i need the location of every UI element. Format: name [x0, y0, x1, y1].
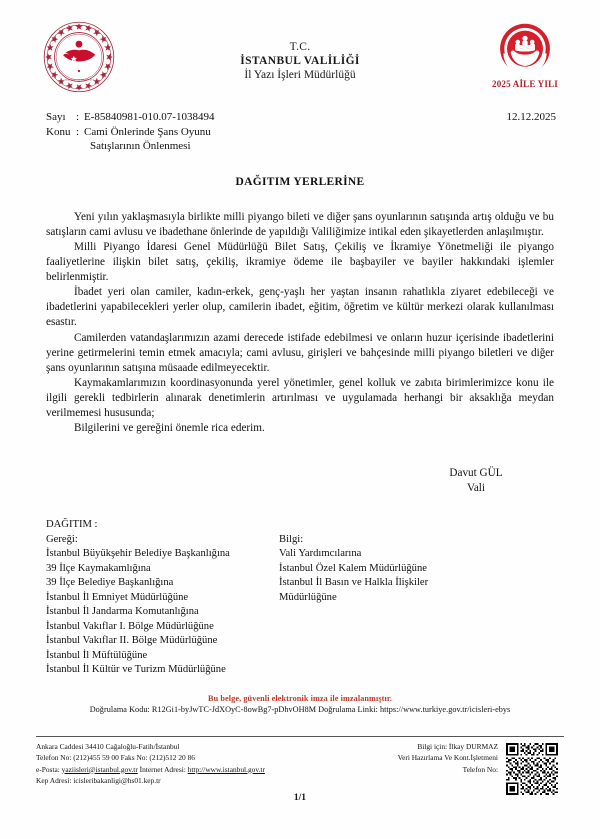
header-title-block [160, 40, 440, 82]
document-body [46, 210, 554, 436]
family-year-caption: 2025 AİLE YILI [492, 79, 558, 89]
list-item: 39 İlçe Belediye Başkanlığına [46, 577, 174, 588]
svg-text:TÜRKİYE CUMHURİYETİ: TÜRKİYE CUMHURİYETİ [64, 78, 94, 82]
list-item: İstanbul İl Jandarma Komutanlığına [46, 606, 199, 617]
geregi-heading: Gereği: [46, 533, 78, 545]
addressee-heading: DAĞITIM YERLERİNE [235, 176, 365, 188]
konu-label: Konu [46, 125, 71, 138]
list-item: İstanbul İl Kültür ve Turizm Müdürlüğüne [46, 664, 226, 675]
signer-name: Davut GÜL [449, 467, 503, 479]
footer-website-link[interactable]: http://www.istanbul.gov.tr [187, 764, 265, 774]
electronic-signature-notice [0, 694, 600, 714]
body-paragraph: İbadet yeri olan camiler, kadın-erkek, genç-yaşlı her yaştan insanın rahatlıkla ziyaret edebileceği ve ibadetlerini yapabilecekleri yerler olup, camilerin ibadet, eğitim, öğretim ve kültür merkezi olarak kullanılması esastır. [46, 286, 554, 329]
document-footer [36, 741, 564, 801]
footer-email-link[interactable]: yaziisleri@istanbul.gov.tr [61, 764, 138, 774]
sayi-value: E-85840981-010.07-1038494 [84, 111, 215, 123]
footer-contact-person: Bilgi için: İlkay DURMAZ [417, 742, 498, 751]
distribution-block [46, 518, 556, 675]
sayi-colon: : [76, 111, 80, 123]
meta-sayi-row [46, 110, 556, 125]
distribution-title: DAĞITIM : [46, 519, 98, 530]
footer-contact-phone: Telefon No: [462, 764, 498, 774]
distribution-bilgi-column [279, 533, 529, 606]
list-item: Müdürlüğüne [279, 591, 337, 603]
body-paragraph: Camilerden vatandaşlarımızın azami derecede istifade edebilmesi ve onların huzur içerisinde ibadetlerini yerine getirmelerini temin etmek amacıyla; cami avlusu, girişleri ve bahçesinde milli piyango biletleri ve diğer şans oyunlarının satışına müsaade edilmeyecektir. [46, 331, 554, 374]
turkish-ministry-of-interior-emblem [42, 20, 116, 94]
list-item: İstanbul Özel Kalem Müdürlüğüne [279, 562, 427, 574]
document-date: 12.12.2025 [506, 111, 556, 123]
page-number: 1/1 [293, 793, 307, 803]
signer-title: Vali [466, 481, 486, 494]
list-item: İstanbul Vakıflar II. Bölge Müdürlüğüne [46, 635, 218, 646]
list-item: İstanbul İl Müftülüğüne [46, 649, 148, 661]
list-item: İstanbul Büyükşehir Belediye Başkanlığına [46, 548, 230, 559]
list-item: İstanbul İl Emniyet Müdürlüğüne [46, 591, 189, 603]
list-item: İstanbul Vakıflar I. Bölge Müdürlüğüne [46, 620, 214, 632]
body-paragraph: Kaymakamlarımızın koordinasyonunda yerel yönetimler, genel kolluk ve zabıta birimlerimizce konu ile ilgili gerekli tedbirlerin alınarak denetimlerin artırılması ve uygulamada herhangi bir aksaklığa meydan verilmemesi hususunda; [46, 376, 554, 419]
konu-colon: : [76, 125, 80, 138]
konu-value: Cami Önlerinde Şans Oyunu [84, 125, 211, 138]
header-line-tc: T.C. [289, 41, 311, 53]
body-paragraph: Milli Piyango İdaresi Genel Müdürlüğü Bilet Satış, Çekiliş ve İkramiye Yönetmeliği ile piyango faaliyetlerine ilişkin bilet satış, çekiliş, ikramiye ödeme ile başbayiler ve bayiler hakkındaki işlemler belirlenmiştir. [46, 241, 554, 284]
konu-value-continued: Satışlarının Önlenmesi [90, 140, 191, 153]
signature-block [396, 466, 556, 496]
header-line-governorship: İSTANBUL VALİLİĞİ [240, 55, 360, 68]
sayi-label: Sayı [46, 111, 66, 123]
footer-contact-role: Veri Hazırlama Ve Kont.İşletmeni [397, 753, 498, 763]
body-paragraph: Yeni yılın yaklaşmasıyla birlikte milli piyango bileti ve diğer şans oyunlarının satışında artış olduğu ve bu satışların cami avlusu ve ibadethane önlerinde de yapıldığı Valiliğimize intikal eden şikayetlerden anlaşılmıştır. [46, 211, 554, 239]
footer-email-label: e-Posta: [36, 764, 62, 774]
2025-family-year-emblem [482, 22, 568, 100]
meta-konu-row [46, 125, 556, 140]
list-item: İstanbul İl Basın ve Halkla İlişkiler [279, 577, 429, 588]
qr-code[interactable] [506, 743, 558, 795]
footer-phone-line: Telefon No: (212)455 59 00 Faks No: (212)512 20 86 [36, 753, 195, 763]
body-paragraph: Bilgilerini ve gereğini önemle rica ederim. [74, 421, 265, 434]
header-line-directorate: İl Yazı İşleri Müdürlüğü [244, 69, 356, 82]
footer-address: Ankara Caddesi 34410 Cağaloğlu-Fatih/İstanbul [36, 742, 180, 751]
document-meta [46, 110, 556, 154]
bilgi-heading: Bilgi: [279, 533, 304, 545]
distribution-geregi-column [46, 533, 296, 678]
footer-internet-label: İnternet Adresi: [137, 764, 188, 774]
footer-divider [36, 736, 564, 737]
list-item: Vali Yardımcılarına [279, 548, 362, 559]
esign-verification-text: Doğrulama Kodu: R12Gi1-byJwTC-JdXOyC-8owBg7-pDhvOH8M Doğrulama Linki: https://www.turkiye.gov.tr/icisleri-ebys [89, 705, 511, 714]
footer-kep-line: Kep Adresi: icisleribakanligi@hs01.kep.tr [36, 775, 161, 785]
footer-contact-right [318, 741, 498, 775]
esign-notice-text: Bu belge, güvenli elektronik imza ile imzalanmıştır. [208, 694, 392, 703]
list-item: 39 İlçe Kaymakamlığına [46, 562, 151, 574]
document-header [0, 14, 600, 106]
